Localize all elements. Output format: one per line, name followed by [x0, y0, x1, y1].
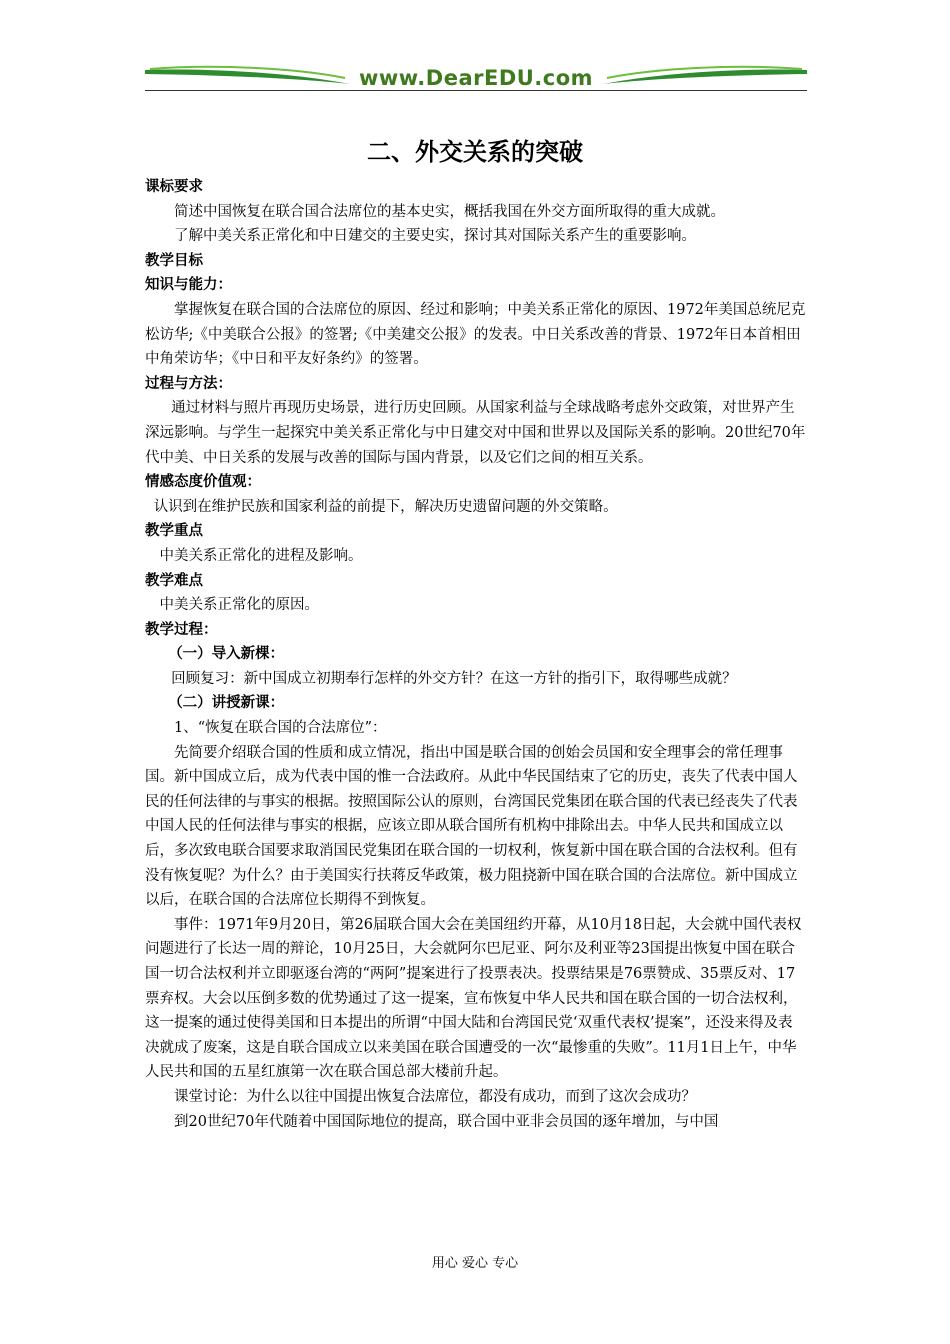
page-footer: 用心 爱心 专心 — [431, 1256, 519, 1271]
paragraph: 先简要介绍联合国的性质和成立情况，指出中国是联合国的创始会员国和安全理事会的常任理事国。新中国成立后，成为代表中国的惟一合法政府。从此中华民国结束了它的历史，丧失了代表中国人民的任何法律的与事实的根据。按照国际公认的原则，台湾国民党集团在联合国的代表已经丧失了代表中国人民的任何法律与事实的根据，应该立即从联合国所有机构中排除出去。中华人民共和国成立以后，多次致电联合国要求取消国民党集团在联合国的一切权利，恢复新中国在联合国的合法权利。但有没有恢复呢？为什么？由于美国实行扶蒋反华政策，极力阻挠新中国在联合国的合法席位。新中国成立以后，在联合国的合法席位长期得不到恢复。 — [145, 744, 798, 909]
paragraph: 掌握恢复在联合国的合法席位的原因、经过和影响；中美关系正常化的原因、1972年美国总统尼克松访华;《中美联合公报》的签署;《中美建交公报》的发表。中日关系改善的背景、1972年日本首相田中角荣访华；《中日和平友好条约》的签署。 — [145, 301, 806, 368]
paragraph: 到20世纪70年代随着中国国际地位的提高，联合国中亚非会员国的逐年增加，与中国 — [174, 1113, 719, 1130]
point-heading: 1、“恢复在联合国的合法席位”： — [174, 720, 387, 737]
heading-mubiao: 教学目标 — [145, 252, 203, 269]
paragraph: 中美关系正常化的进程及影响。 — [159, 547, 363, 564]
paragraph: 课堂讨论：为什么以往中国提出恢复合法席位，都没有成功，而到了这次会成功？ — [174, 1088, 696, 1105]
site-logo-text: www.DearEDU.com — [358, 66, 594, 90]
header-rule — [145, 90, 807, 91]
heading-qinggan: 情感态度价值观： — [145, 474, 261, 491]
paragraph: 事件：1971年9月20日，第26届联合国大会在美国纽约开幕，从10月18日起，大会就中国代表权问题进行了长达一周的辩论，10月25日，大会就阿尔巴尼亚、阿尔及利亚等23国提出恢复中国在联合国一切合法权利并立即驱逐台湾的“两阿”提案进行了投票表决。投票结果是76票赞成、35票反对、17票弃权。大会以压倒多数的优势通过了这一提案，宣布恢复中华人民共和国在联合国的一切合法权利，这一提案的通过使得美国和日本提出的所谓“中国大陆和台湾国民党‘双重代表权’提案”，还没来得及表决就成了废案，这是自联合国成立以来美国在联合国遭受的一次“最惨重的失败”。11月1日上午，中华人民共和国的五星红旗第一次在联合国总部大楼前升起。 — [145, 916, 802, 1081]
paragraph: 了解中美关系正常化和中日建交的主要史实，探讨其对国际关系产生的重要影响。 — [174, 228, 696, 245]
heading-zhishi: 知识与能力： — [145, 277, 232, 294]
heading-jiangshou: （二）讲授新课： — [168, 695, 285, 712]
paragraph: 通过材料与照片再现历史场景，进行历史回顾。从国家利益与全球战略考虑外交政策，对世界产生深远影响。与学生一起探究中美关系正常化与中日建交对中国和世界以及国际关系的影响。20世纪70年代中美、中日关系的发展与改善的国际与国内背景，以及它们之间的相互关系。 — [145, 400, 806, 466]
page-title: 二、外交关系的突破 — [367, 138, 583, 166]
document-body — [145, 175, 807, 1134]
heading-daoru: （一）导入新棵： — [168, 646, 285, 663]
heading-kebiao: 课标要求 — [145, 179, 203, 195]
heading-nandian: 教学难点 — [145, 572, 203, 589]
paragraph: 回顾复习：新中国成立初期奉行怎样的外交方针？在这一方针的指引下，取得哪些成就？ — [171, 670, 737, 687]
paragraph: 中美关系正常化的原因。 — [159, 597, 319, 614]
paragraph: 认识到在维护民族和国家利益的前提下，解决历史遗留问题的外交策略。 — [153, 498, 618, 515]
page-header — [145, 62, 807, 96]
heading-guocheng: 过程与方法： — [145, 375, 232, 392]
heading-jiaoxue-guocheng: 教学过程： — [145, 621, 218, 638]
paragraph: 简述中国恢复在联合国合法席位的基本史实，概括我国在外交方面所取得的重大成就。 — [174, 203, 725, 220]
heading-zhongdian: 教学重点 — [145, 523, 203, 540]
